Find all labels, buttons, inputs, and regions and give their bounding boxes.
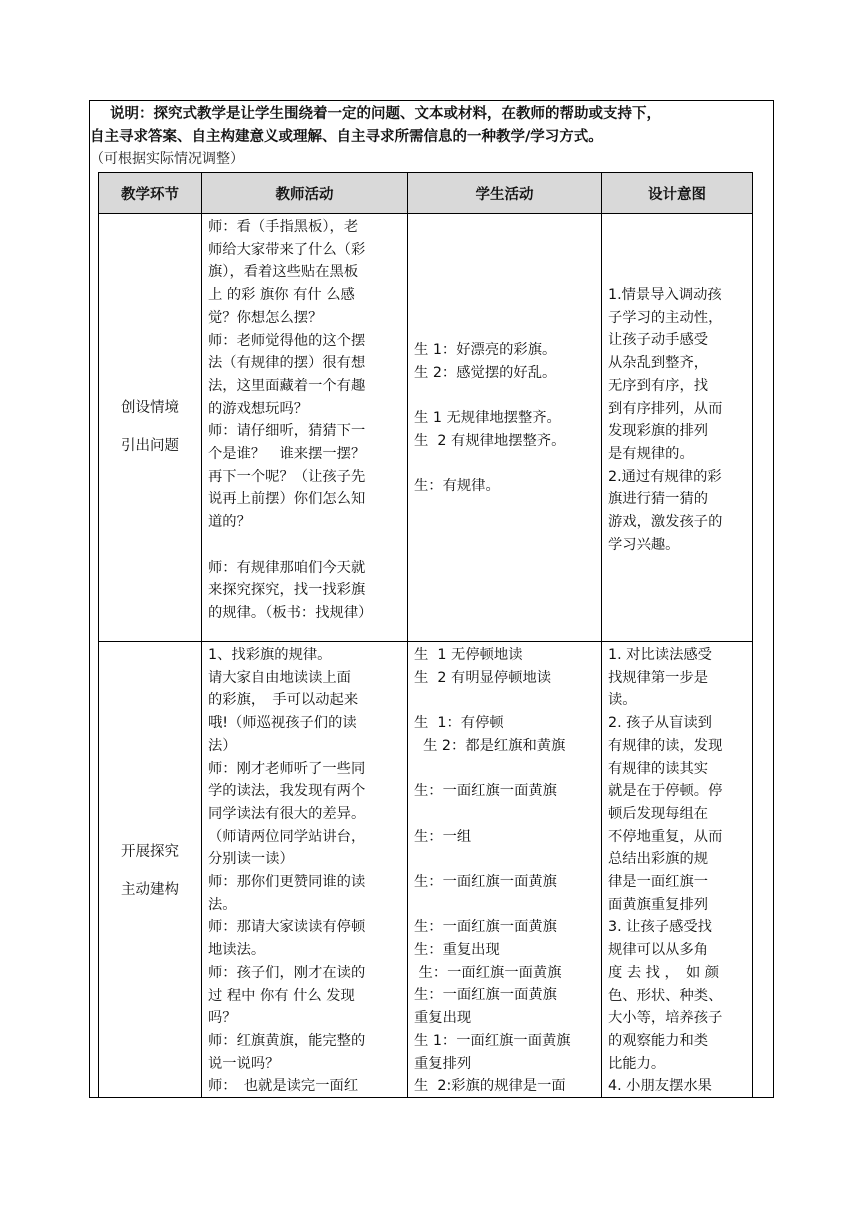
intent-line: 规律可以从多角 bbox=[608, 942, 709, 959]
student-line: 生：一面红旗一面黄旗 bbox=[414, 964, 562, 981]
student-line: 生：重复出现 bbox=[414, 942, 500, 959]
intent-line: 从杂乱到整齐， bbox=[608, 355, 709, 372]
teacher-line: 法。 bbox=[208, 896, 237, 913]
teacher-cell bbox=[202, 214, 408, 642]
teacher-line: 觉？你想怎么摆？ bbox=[208, 309, 323, 326]
student-line: 生：一面红旗一面黄旗 bbox=[414, 873, 557, 890]
intent-text bbox=[602, 642, 752, 1098]
teacher-line: 1、找彩旗的规律。 bbox=[208, 647, 332, 663]
teacher-line: 的规律。（板书：找规律） bbox=[208, 604, 373, 621]
teacher-line: 师：那你们更赞同谁的读 bbox=[208, 874, 366, 891]
student-line: 生 1：一面红旗一面黄旗 bbox=[414, 1032, 571, 1049]
stage-cell bbox=[99, 642, 202, 1099]
intro-line-2: 自主寻求答案、自主构建意义或理解、自主寻求所需信息的一种教学/学习方式。 bbox=[90, 129, 603, 145]
teacher-line: 师：刚才老师听了一些同 bbox=[208, 760, 366, 777]
student-cell bbox=[408, 642, 602, 1099]
intent-line: 度 去 找 ， 如 颜 bbox=[608, 964, 720, 981]
intro-line-1 bbox=[90, 103, 773, 126]
teacher-line: 师：那请大家读读有停顿 bbox=[208, 919, 366, 936]
stage-line: 创设情境 bbox=[121, 400, 179, 417]
header-teacher: 教师活动 bbox=[202, 173, 408, 214]
teacher-line: 师：孩子们，刚才在读的 bbox=[208, 964, 366, 981]
intro-note: （可根据实际情况调整） bbox=[90, 151, 244, 167]
teacher-line: 吗？ bbox=[208, 1010, 237, 1027]
student-line: 生 1：有停顿 bbox=[414, 715, 504, 732]
document-page bbox=[89, 100, 774, 1098]
intent-line: 有规律的读其实 bbox=[608, 760, 709, 777]
teacher-line: 同学读法有很大的差异。 bbox=[208, 805, 366, 822]
intent-line: 找规律第一步是 bbox=[608, 669, 709, 686]
teacher-line: （师请两位同学站讲台， bbox=[208, 828, 366, 845]
student-line bbox=[414, 894, 595, 917]
teacher-line: 哦!（师巡视孩子们的读 bbox=[208, 715, 357, 732]
teacher-line: 师： 也就是读完一面红 bbox=[208, 1078, 359, 1095]
teacher-line: 学的读法，我发现有两个 bbox=[208, 783, 366, 800]
intent-line: 让孩子动手感受 bbox=[608, 332, 709, 349]
teacher-line: 来探究探究，找一找彩旗 bbox=[208, 582, 366, 599]
intent-line: 3. 让孩子感受找 bbox=[608, 919, 712, 936]
teacher-line: 再下一个呢？（让孩子先 bbox=[208, 468, 366, 485]
intent-line: 游戏，激发孩子的 bbox=[608, 514, 723, 531]
student-line: 生：一组 bbox=[414, 828, 472, 845]
student-line: 生：一面红旗一面黄旗 bbox=[414, 783, 557, 800]
intent-line: 顿后发现每组在 bbox=[608, 805, 709, 822]
intent-line: 1.情景导入调动孩 bbox=[608, 287, 722, 303]
intent-line: 总结出彩旗的规 bbox=[608, 851, 709, 868]
teacher-line: 师：有规律那咱们今天就 bbox=[208, 559, 366, 576]
student-line: 生：有规律。 bbox=[414, 478, 500, 495]
student-line: 生 2:彩旗的规律是一面 bbox=[414, 1078, 566, 1095]
intent-line: 发现彩旗的排列 bbox=[608, 423, 709, 440]
intent-line: 不停地重复，从而 bbox=[608, 828, 723, 845]
teacher-line: 分别读一读） bbox=[208, 851, 294, 868]
teacher-line: 上 的彩 旗你 有什 么感 bbox=[208, 287, 355, 304]
teacher-line: 的彩旗， 手可以动起来 bbox=[208, 692, 359, 709]
intent-line: 比能力。 bbox=[608, 1055, 666, 1072]
teacher-line: 个是谁？ 谁来摆一摆？ bbox=[208, 446, 366, 463]
student-line: 生 2：感觉摆的好乱。 bbox=[414, 364, 557, 381]
stage-line: 主动建构 bbox=[121, 881, 179, 898]
table-body bbox=[99, 214, 753, 1099]
lesson-plan-table bbox=[98, 172, 753, 1098]
teacher-line: 说再上前摆）你们怎么知 bbox=[208, 491, 366, 508]
intent-line: 到有序排列，从而 bbox=[608, 400, 723, 417]
student-line: 生 1 无规律地摆整齐。 bbox=[414, 410, 561, 427]
teacher-cell bbox=[202, 642, 408, 1099]
stage-line: 引出问题 bbox=[121, 437, 179, 454]
intent-line: 子学习的主动性， bbox=[608, 309, 723, 326]
intro-line-1-text: 说明：探究式教学是让学生围绕着一定的问题、文本或材料，在教师的帮助或支持下， bbox=[110, 106, 661, 122]
student-line bbox=[414, 384, 595, 407]
intent-line: 学习兴趣。 bbox=[608, 536, 680, 553]
teacher-line: 道的？ bbox=[208, 514, 251, 531]
header-student: 学生活动 bbox=[408, 173, 602, 214]
teacher-line: 师：老师觉得他的这个摆 bbox=[208, 332, 366, 349]
student-text bbox=[408, 642, 601, 1098]
teacher-line bbox=[208, 534, 401, 557]
teacher-line: 请大家自由地读读上面 bbox=[208, 669, 351, 686]
teacher-line: 过 程中 你有 什么 发现 bbox=[208, 987, 355, 1004]
intent-line: 读。 bbox=[608, 692, 637, 709]
intent-text bbox=[602, 214, 752, 556]
stage-line: 开展探究 bbox=[121, 844, 179, 861]
teacher-line: 旗），看着这些贴在黑板 bbox=[208, 264, 359, 281]
intent-line: 1. 对比读法感受 bbox=[608, 647, 712, 663]
teacher-text bbox=[202, 642, 407, 1098]
teacher-line: 法（有规律的摆）很有想 bbox=[208, 355, 366, 372]
intent-line: 无序到有序，找 bbox=[608, 377, 709, 394]
student-line bbox=[414, 803, 595, 826]
intro-section bbox=[90, 101, 773, 169]
teacher-line: 师给大家带来了什么（彩 bbox=[208, 241, 366, 258]
intent-line: 色、形状、种类、 bbox=[608, 987, 723, 1004]
student-line: 生 2 有规律地摆整齐。 bbox=[414, 432, 566, 449]
intent-line: 旗进行猜一猜的 bbox=[608, 491, 709, 508]
intent-line: 的观察能力和类 bbox=[608, 1032, 709, 1049]
intent-cell bbox=[602, 642, 753, 1099]
table-row bbox=[99, 642, 753, 1099]
student-line bbox=[414, 848, 595, 871]
student-line: 生：一面红旗一面黄旗 bbox=[414, 987, 557, 1004]
teacher-line: 说一说吗？ bbox=[208, 1055, 280, 1072]
teacher-line: 的游戏想玩吗？ bbox=[208, 400, 309, 417]
student-line: 生 1：好漂亮的彩旗。 bbox=[414, 342, 557, 358]
teacher-line: 法，这里面藏着一个有趣 bbox=[208, 377, 366, 394]
student-line: 生：一面红旗一面黄旗 bbox=[414, 919, 557, 936]
header-intent: 设计意图 bbox=[602, 173, 753, 214]
teacher-line: 法） bbox=[208, 737, 237, 754]
intent-line: 4. 小朋友摆水果 bbox=[608, 1078, 712, 1095]
student-line: 生 2 有明显停顿地读 bbox=[414, 669, 552, 686]
table-header-row bbox=[99, 173, 753, 214]
student-line bbox=[414, 453, 595, 476]
teacher-text bbox=[202, 214, 407, 625]
student-line: 生 2：都是红旗和黄旗 bbox=[414, 737, 566, 754]
intent-line: 有规律的读，发现 bbox=[608, 737, 723, 754]
student-line bbox=[414, 689, 595, 712]
intent-line: 面黄旗重复排列 bbox=[608, 896, 709, 913]
stage-cell bbox=[99, 214, 202, 642]
student-line: 重复出现 bbox=[414, 1010, 472, 1027]
student-line: 重复排列 bbox=[414, 1055, 472, 1072]
student-line: 生 1 无停顿地读 bbox=[414, 647, 523, 663]
teacher-line: 师：请仔细听，猜猜下一 bbox=[208, 423, 366, 440]
teacher-line: 地读法。 bbox=[208, 942, 266, 959]
intent-line: 是有规律的。 bbox=[608, 445, 694, 462]
student-text bbox=[408, 214, 601, 498]
student-line bbox=[414, 758, 595, 781]
student-cell bbox=[408, 214, 602, 642]
intent-cell bbox=[602, 214, 753, 642]
teacher-line: 师：看（手指黑板），老 bbox=[208, 219, 359, 235]
intent-line: 就是在于停顿。停 bbox=[608, 783, 723, 800]
header-stage: 教学环节 bbox=[99, 173, 202, 214]
intent-line: 2. 孩子从盲读到 bbox=[608, 715, 712, 732]
teacher-line: 师：红旗黄旗，能完整的 bbox=[208, 1032, 366, 1049]
intent-line: 大小等，培养孩子 bbox=[608, 1010, 723, 1027]
intent-line: 2.通过有规律的彩 bbox=[608, 468, 722, 485]
table-row bbox=[99, 214, 753, 642]
intent-line: 律是一面红旗一 bbox=[608, 874, 709, 891]
